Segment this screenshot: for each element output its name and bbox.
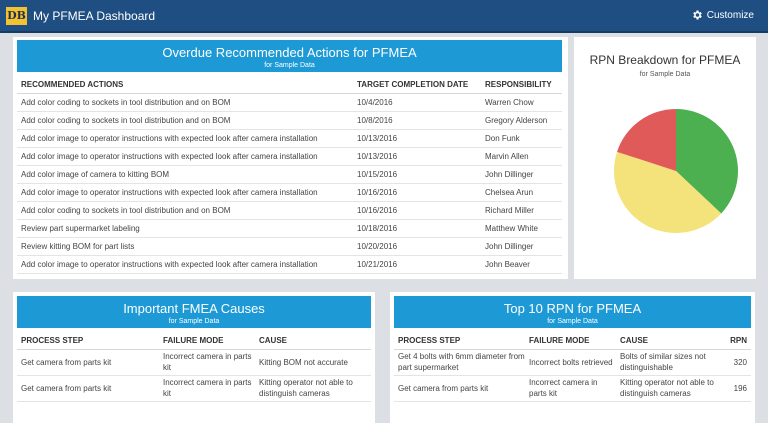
table-cell: 10/18/2016: [353, 219, 481, 237]
overdue-actions-header: [17, 40, 562, 72]
table-cell: 10/8/2016: [353, 111, 481, 129]
table-cell: Incorrect camera in parts kit: [159, 375, 255, 401]
top-bar: [0, 0, 768, 33]
panel-title: Important FMEA Causes: [123, 301, 265, 316]
table-cell: 10/13/2016: [353, 129, 481, 147]
column-header[interactable]: FAILURE MODE: [525, 332, 616, 349]
table-row[interactable]: [17, 183, 562, 201]
column-header[interactable]: RESPONSIBILITY: [481, 76, 562, 93]
table-cell: Add color image to operator instructions with expected look after camera installation: [17, 147, 353, 165]
table-cell: Matthew White: [481, 219, 562, 237]
table-cell: Kitting BOM not accurate: [255, 349, 371, 375]
table-cell: John Beaver: [481, 255, 562, 273]
app-title: My PFMEA Dashboard: [33, 9, 156, 23]
table-cell: Bolts of similar sizes not distinguishable: [616, 349, 724, 375]
table-cell: 10/21/2016: [353, 255, 481, 273]
table-cell: 320: [724, 349, 751, 375]
panel-title: Overdue Recommended Actions for PFMEA: [162, 45, 417, 60]
table-row[interactable]: [17, 147, 562, 165]
table-cell: Add color coding to sockets in tool distribution and on BOM: [17, 93, 353, 111]
top-rpn-table: [394, 332, 751, 402]
table-cell: John Dillinger: [481, 237, 562, 255]
table-header-row: [17, 332, 371, 349]
table-cell: Get 4 bolts with 6mm diameter from part supermarket: [394, 349, 525, 375]
top-rpn-header: [394, 296, 751, 328]
customize-button[interactable]: [691, 9, 754, 21]
table-cell: Get camera from parts kit: [394, 375, 525, 401]
column-header[interactable]: RPN: [724, 332, 751, 349]
important-causes-header: [17, 296, 371, 328]
panel-subtitle: for Sample Data: [168, 318, 220, 325]
rpn-breakdown-subtitle: for Sample Data: [639, 71, 691, 78]
table-cell: Add color coding to sockets in tool distribution and on BOM: [17, 111, 353, 129]
table-cell: Warren Chow: [481, 93, 562, 111]
table-cell: Add color image to operator instructions with expected look after camera installation: [17, 255, 353, 273]
table-header-row: [394, 332, 751, 349]
table-cell: Get camera from parts kit: [17, 375, 159, 401]
rpn-pie-chart: [614, 109, 738, 233]
overdue-actions-table: [17, 76, 562, 274]
important-causes-panel: [13, 292, 375, 423]
column-header[interactable]: TARGET COMPLETION DATE: [353, 76, 481, 93]
table-row[interactable]: [17, 129, 562, 147]
app-logo[interactable]: DB: [6, 7, 27, 25]
table-cell: Add color image of camera to kitting BOM: [17, 165, 353, 183]
table-cell: Kitting operator not able to distinguish cameras: [255, 375, 371, 401]
table-row[interactable]: [394, 349, 751, 375]
panel-subtitle: for Sample Data: [264, 62, 315, 69]
overdue-table-body: [17, 93, 562, 273]
table-cell: 10/16/2016: [353, 201, 481, 219]
table-row[interactable]: [17, 111, 562, 129]
column-header[interactable]: PROCESS STEP: [17, 332, 159, 349]
table-cell: Review part supermarket labeling: [17, 219, 353, 237]
table-row[interactable]: [17, 93, 562, 111]
table-cell: 10/20/2016: [353, 237, 481, 255]
panel-title: Top 10 RPN for PFMEA: [503, 301, 642, 316]
column-header[interactable]: PROCESS STEP: [394, 332, 525, 349]
table-cell: Chelsea Arun: [481, 183, 562, 201]
table-cell: Add color image to operator instructions with expected look after camera installation: [17, 183, 353, 201]
table-row[interactable]: [17, 349, 371, 375]
table-row[interactable]: [17, 165, 562, 183]
table-cell: 10/15/2016: [353, 165, 481, 183]
table-cell: John Dillinger: [481, 165, 562, 183]
gear-icon: [691, 9, 703, 21]
column-header[interactable]: RECOMMENDED ACTIONS: [17, 76, 353, 93]
table-row[interactable]: [17, 219, 562, 237]
overdue-actions-panel: [13, 37, 568, 279]
rpn-breakdown-panel: [574, 37, 756, 279]
customize-label: Customize: [706, 9, 754, 21]
table-cell: Add color coding to sockets in tool distribution and on BOM: [17, 201, 353, 219]
table-row[interactable]: [17, 237, 562, 255]
rpn-breakdown-title: RPN Breakdown for PFMEA: [589, 53, 741, 67]
table-cell: 196: [724, 375, 751, 401]
table-row[interactable]: [17, 255, 562, 273]
table-cell: 10/4/2016: [353, 93, 481, 111]
table-cell: Incorrect camera in parts kit: [525, 375, 616, 401]
table-cell: Add color image to operator instructions with expected look after camera installation: [17, 129, 353, 147]
table-row[interactable]: [17, 375, 371, 401]
column-header[interactable]: FAILURE MODE: [159, 332, 255, 349]
table-cell: Gregory Alderson: [481, 111, 562, 129]
table-cell: Richard Miller: [481, 201, 562, 219]
table-row[interactable]: [394, 375, 751, 401]
table-header-row: [17, 76, 562, 93]
table-cell: Get camera from parts kit: [17, 349, 159, 375]
causes-table-body: [17, 349, 371, 401]
table-cell: Incorrect camera in parts kit: [159, 349, 255, 375]
table-cell: 10/16/2016: [353, 183, 481, 201]
table-cell: Don Funk: [481, 129, 562, 147]
top-rpn-table-body: [394, 349, 751, 401]
table-cell: Review kitting BOM for part lists: [17, 237, 353, 255]
column-header[interactable]: CAUSE: [255, 332, 371, 349]
table-cell: Marvin Allen: [481, 147, 562, 165]
column-header[interactable]: CAUSE: [616, 332, 724, 349]
table-row[interactable]: [17, 201, 562, 219]
panel-subtitle: for Sample Data: [547, 318, 598, 325]
table-cell: Kitting operator not able to distinguish cameras: [616, 375, 724, 401]
table-cell: 10/13/2016: [353, 147, 481, 165]
top-rpn-panel: [390, 292, 755, 423]
important-causes-table: [17, 332, 371, 402]
table-cell: Incorrect bolts retrieved: [525, 349, 616, 375]
